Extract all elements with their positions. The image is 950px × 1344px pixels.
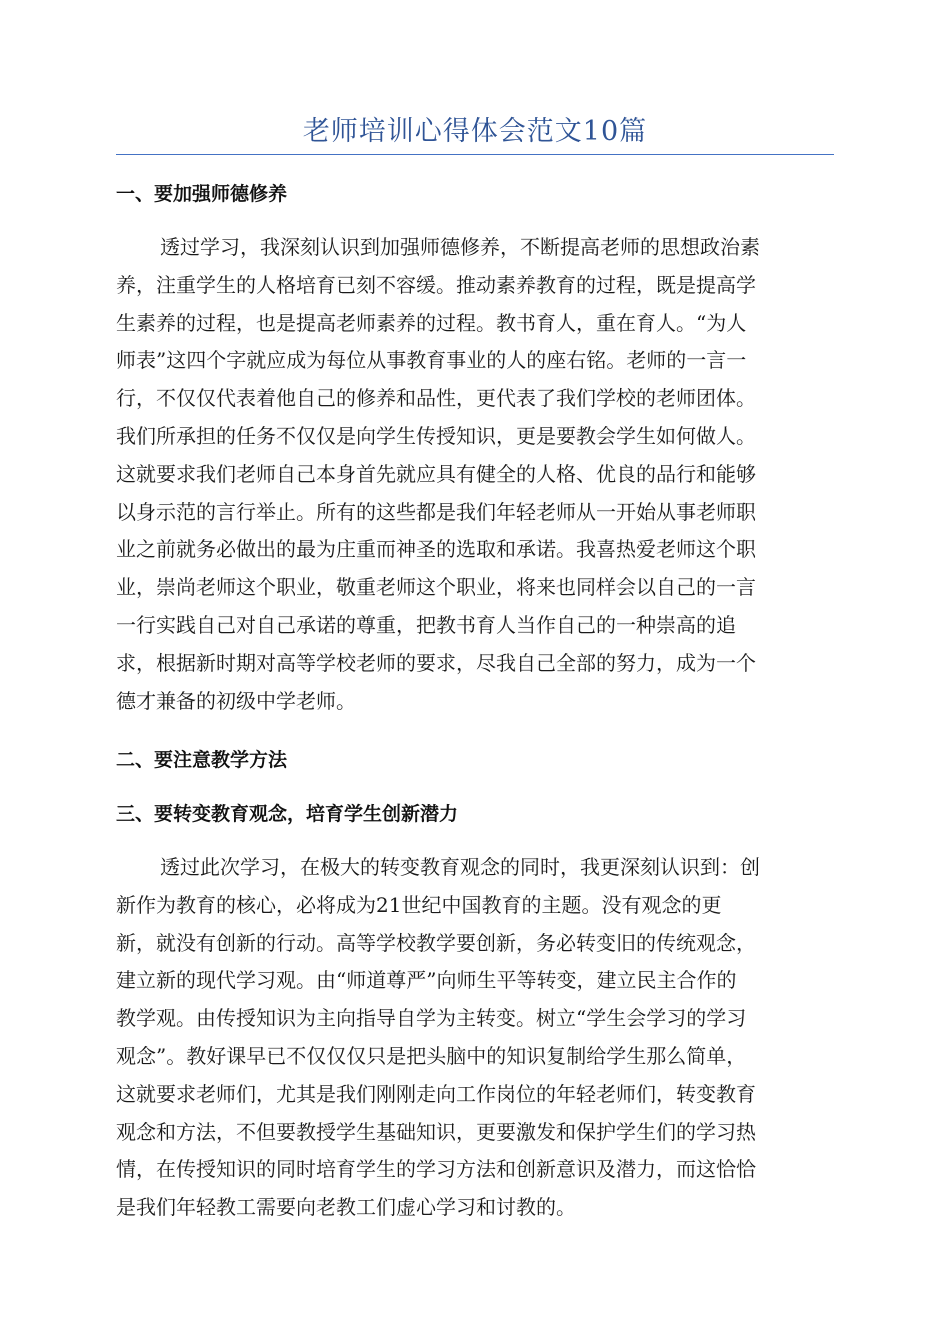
paragraph-line: 观念和方法，不但要教授学生基础知识，更要激发和保护学生们的学习热 — [116, 1119, 756, 1144]
section-1-paragraph — [116, 229, 834, 720]
paragraph-line: 我们所承担的任务不仅仅是向学生传授知识，更是要教会学生如何做人。 — [116, 423, 756, 448]
paragraph-line: 求，根据新时期对高等学校老师的要求，尽我自己全部的努力，成为一个 — [116, 650, 756, 675]
paragraph-line: 新作为教育的核心，必将成为21世纪中国教育的主题。没有观念的更 — [116, 892, 722, 917]
section-heading-3: 三、要转变教育观念，培育学生创新潜力 — [116, 803, 459, 825]
paragraph-line: 生素养的过程，也是提高老师素养的过程。教书育人，重在育人。“为人 — [116, 310, 747, 335]
paragraph-line: 透过学习，我深刻认识到加强师德修养，不断提高老师的思想政治素 — [160, 235, 760, 259]
title-underline — [116, 154, 834, 155]
paragraph-line: 行，不仅仅代表着他自己的修养和品性，更代表了我们学校的老师团体。 — [116, 386, 756, 411]
paragraph-line: 以身示范的言行举止。所有的这些都是我们年轻老师从一开始从事老师职 — [116, 499, 756, 524]
paragraph-line: 师表”这四个字就应成为每位从事教育事业的人的座右铭。老师的一言一 — [116, 348, 747, 373]
paragraph-line: 教学观。由传授知识为主向指导自学为主转变。树立“学生会学习的学习 — [116, 1006, 747, 1031]
paragraph-line: 透过此次学习，在极大的转变教育观念的同时，我更深刻认识到：创 — [160, 855, 760, 879]
paragraph-line: 这就要求老师们，尤其是我们刚刚走向工作岗位的年轻老师们，转变教育 — [116, 1081, 756, 1106]
section-heading-2: 二、要注意教学方法 — [116, 749, 288, 771]
paragraph-line: 是我们年轻教工需要向老教工们虚心学习和讨教的。 — [116, 1195, 576, 1220]
paragraph-line: 这就要求我们老师自己本身首先就应具有健全的人格、优良的品行和能够 — [116, 461, 756, 486]
paragraph-line: 建立新的现代学习观。由“师道尊严”向师生平等转变，建立民主合作的 — [116, 968, 737, 993]
paragraph-line: 业，崇尚老师这个职业，敬重老师这个职业，将来也同样会以自己的一言 — [116, 575, 756, 600]
section-heading-1: 一、要加强师德修养 — [116, 183, 288, 205]
paragraph-line: 一行实践自己对自己承诺的尊重，把教书育人当作自己的一种崇高的追 — [116, 612, 736, 637]
section-3-paragraph — [116, 849, 834, 1227]
paragraph-line: 养，注重学生的人格培育已刻不容缓。推动素养教育的过程，既是提高学 — [116, 272, 756, 297]
paragraph-line: 业之前就务必做出的最为庄重而神圣的选取和承诺。我喜热爱老师这个职 — [116, 537, 756, 562]
paragraph-line: 德才兼备的初级中学老师。 — [116, 688, 356, 713]
paragraph-line: 新，就没有创新的行动。高等学校教学要创新，务必转变旧的传统观念， — [116, 930, 756, 955]
document-title: 老师培训心得体会范文10篇 — [302, 116, 648, 147]
paragraph-line: 情，在传授知识的同时培育学生的学习方法和创新意识及潜力，而这恰恰 — [116, 1157, 756, 1182]
paragraph-line: 观念”。教好课早已不仅仅仅只是把头脑中的知识复制给学生那么简单， — [116, 1043, 747, 1068]
